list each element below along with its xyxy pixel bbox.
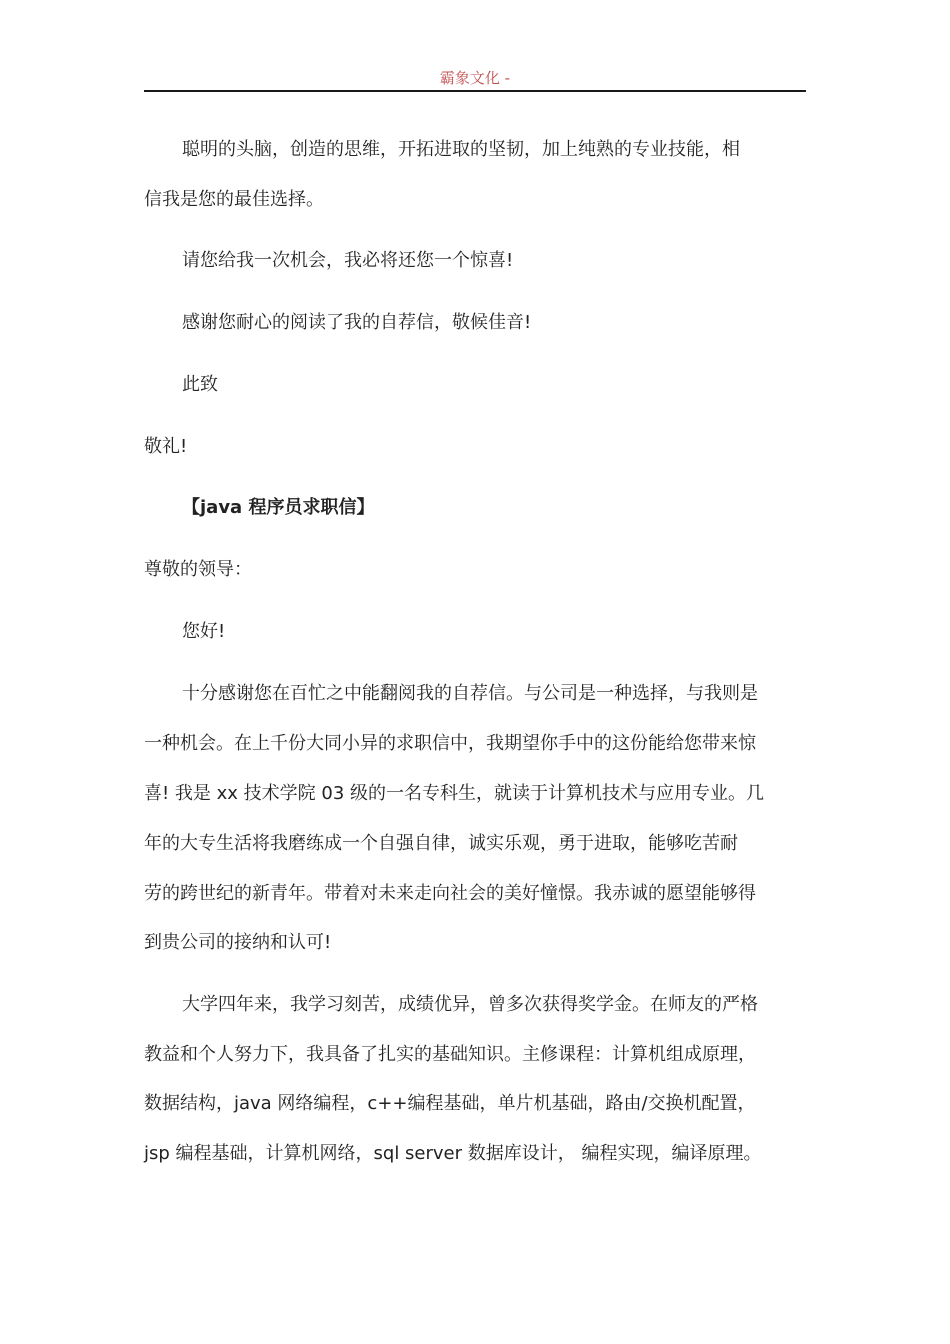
paragraph-line: 感谢您耐心的阅读了我的自荐信，敬候佳音! bbox=[182, 312, 532, 333]
paragraph-line: 喜! 我是 xx 技术学院 03 级的一名专科生，就读于计算机技术与应用专业。几 bbox=[144, 783, 765, 804]
closing-regards: 敬礼! bbox=[144, 436, 188, 457]
letter-hello: 您好! bbox=[182, 621, 226, 642]
paragraph-line: jsp 编程基础，计算机网络，sql server 数据库设计， 编程实现，编译原理。 bbox=[144, 1143, 762, 1164]
paragraph-line: 劳的跨世纪的新青年。带着对未来走向社会的美好憧憬。我赤诚的愿望能够得 bbox=[144, 883, 756, 904]
paragraph-line: 大学四年来，我学习刻苦，成绩优异，曾多次获得奖学金。在师友的严格 bbox=[182, 994, 758, 1015]
letter-greeting: 尊敬的领导： bbox=[144, 559, 252, 580]
paragraph-line: 年的大专生活将我磨练成一个自强自律，诚实乐观，勇于进取，能够吃苦耐 bbox=[144, 833, 738, 854]
page-header: 霸象文化 - bbox=[439, 69, 511, 87]
paragraph-line: 信我是您的最佳选择。 bbox=[144, 189, 324, 210]
paragraph-line: 到贵公司的接纳和认可! bbox=[144, 932, 332, 953]
header-divider bbox=[144, 90, 806, 92]
paragraph-line: 数据结构，java 网络编程，c++编程基础，单片机基础，路由/交换机配置， bbox=[144, 1093, 756, 1114]
paragraph-line: 教益和个人努力下，我具备了扎实的基础知识。主修课程：计算机组成原理， bbox=[144, 1044, 756, 1065]
section-title: 【java 程序员求职信】 bbox=[182, 497, 375, 518]
paragraph-line: 聪明的头脑，创造的思维，开拓进取的坚韧，加上纯熟的专业技能，相 bbox=[182, 139, 740, 160]
closing-salutation: 此致 bbox=[182, 374, 218, 395]
paragraph-line: 请您给我一次机会，我必将还您一个惊喜! bbox=[182, 250, 514, 271]
paragraph-line: 十分感谢您在百忙之中能翻阅我的自荐信。与公司是一种选择，与我则是 bbox=[182, 683, 758, 704]
paragraph-line: 一种机会。在上千份大同小异的求职信中，我期望你手中的这份能给您带来惊 bbox=[144, 733, 756, 754]
